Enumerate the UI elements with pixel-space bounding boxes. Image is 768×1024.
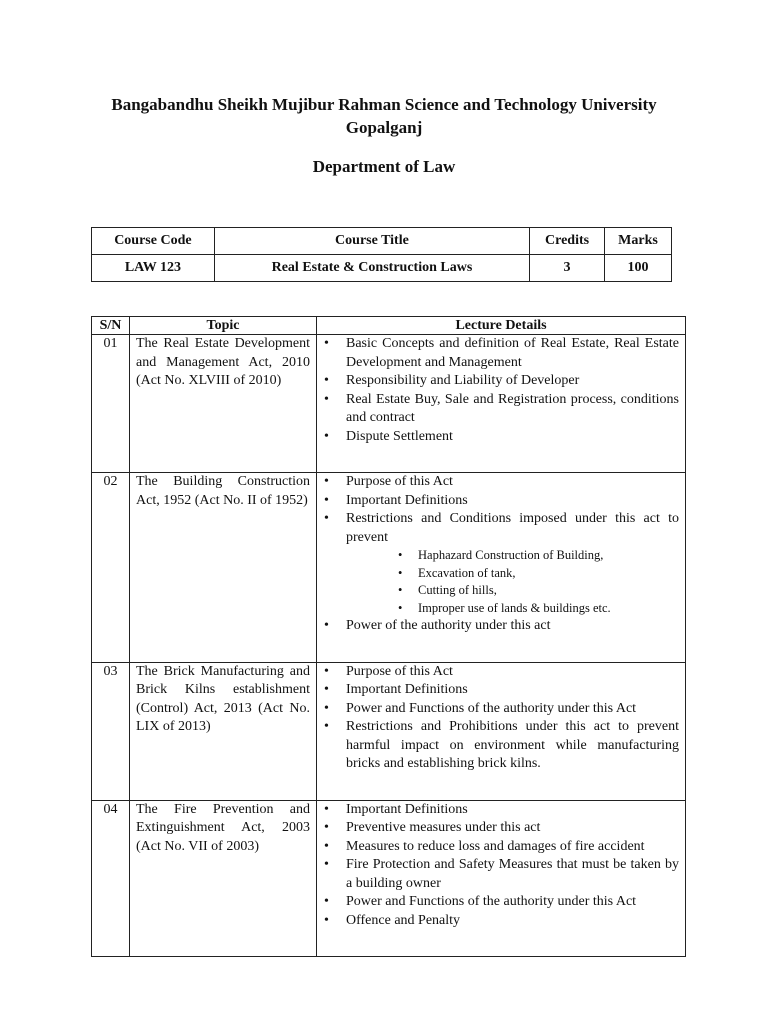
marks-header: Marks (605, 228, 672, 255)
lecture-item: • Power of the authority under this act (321, 617, 679, 636)
lecture-item: • Purpose of this Act (321, 473, 679, 492)
row-sn: 03 (92, 662, 130, 800)
row-sn: 01 (92, 335, 130, 473)
sn-header: S/N (92, 317, 130, 335)
lecture-item: • Fire Protection and Safety Measures that must be taken by a building owner (321, 856, 679, 893)
row-topic: The Building Construction Act, 1952 (Act No. II of 1952) (130, 473, 317, 663)
lecture-item: • Power and Functions of the authority under this Act (321, 700, 679, 719)
lecture-item: • Important Definitions (321, 801, 679, 820)
lecture-item-text: Restrictions and Conditions imposed under this act to prevent (346, 511, 679, 545)
lecture-item: • Dispute Settlement (321, 428, 679, 447)
lecture-item: • Basic Concepts and definition of Real Estate, Real Estate Development and Management (321, 335, 679, 372)
lecture-item: • Real Estate Buy, Sale and Registration process, conditions and contract (321, 391, 679, 428)
university-name: Bangabandhu Sheikh Mujibur Rahman Science and Technology University (111, 95, 657, 114)
syllabus-row-03 (92, 662, 686, 800)
topic-header: Topic (130, 317, 317, 335)
lecture-item: • Power and Functions of the authority under this Act (321, 893, 679, 912)
sub-item: • Haphazard Construction of Building, (346, 547, 679, 565)
syllabus-row-01 (92, 335, 686, 473)
course-title-header: Course Title (214, 228, 529, 255)
lecture-item: • Offence and Penalty (321, 912, 679, 931)
lecture-item: • Responsibility and Liability of Developer (321, 372, 679, 391)
syllabus-row-04 (92, 800, 686, 957)
syllabus-row-02 (92, 473, 686, 663)
row-details (317, 473, 686, 663)
row-details (317, 335, 686, 473)
course-header-row (92, 228, 672, 255)
course-code-value: LAW 123 (92, 255, 215, 282)
course-title-value: Real Estate & Construction Laws (214, 255, 529, 282)
lecture-item (321, 510, 679, 617)
sub-item: • Improper use of lands & buildings etc. (346, 600, 679, 618)
course-code-header: Course Code (92, 228, 215, 255)
credits-header: Credits (530, 228, 605, 255)
lecture-details-header: Lecture Details (317, 317, 686, 335)
row-topic: The Real Estate Development and Management Act, 2010 (Act No. XLVIII of 2010) (130, 335, 317, 473)
row-topic: The Brick Manufacturing and Brick Kilns establishment (Control) Act, 2013 (Act No. LIX of 2013) (130, 662, 317, 800)
syllabus-header-row (92, 317, 686, 335)
row-sn: 04 (92, 800, 130, 957)
marks-value: 100 (605, 255, 672, 282)
lecture-item: • Important Definitions (321, 681, 679, 700)
lecture-item: • Restrictions and Prohibitions under this act to prevent harmful impact on environment while manufacturing bricks and establishing brick kilns. (321, 718, 679, 774)
lecture-item: • Purpose of this Act (321, 663, 679, 682)
lecture-item: • Preventive measures under this act (321, 819, 679, 838)
course-info-table (91, 227, 672, 282)
lecture-item: • Measures to reduce loss and damages of fire accident (321, 838, 679, 857)
lecture-item: • Important Definitions (321, 492, 679, 511)
row-details (317, 800, 686, 957)
row-details (317, 662, 686, 800)
department-title: Department of Law (312, 157, 456, 176)
course-value-row (92, 255, 672, 282)
row-topic: The Fire Prevention and Extinguishment Act, 2003 (Act No. VII of 2003) (130, 800, 317, 957)
syllabus-table (91, 316, 686, 957)
sub-item: • Excavation of tank, (346, 565, 679, 583)
sub-item: • Cutting of hills, (346, 582, 679, 600)
university-location: Gopalganj (345, 118, 423, 137)
credits-value: 3 (530, 255, 605, 282)
row-sn: 02 (92, 473, 130, 663)
